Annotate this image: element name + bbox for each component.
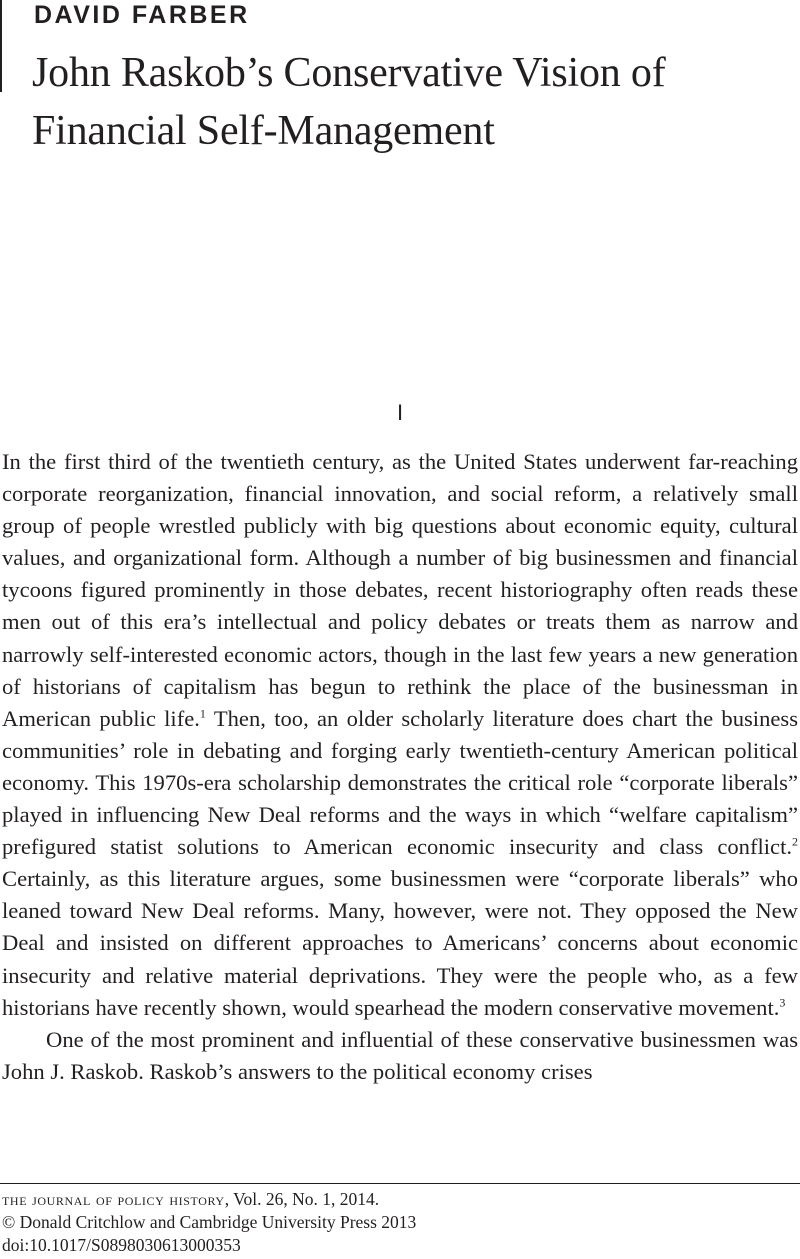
paragraph-1-text-part-2: Then, too, an older scholarly literature does chart the business communities’ role in debating and forging early twentieth-century American political economy. This 1970s-era scholarship demonstrates the critical role “corporate liberals” played in influencing New Deal reforms and the ways in which “welfare capitalism” prefigured statist solutions to American economic insecurity and class conflict. bbox=[2, 705, 798, 860]
body-paragraph-1 bbox=[2, 446, 798, 1024]
title-margin-rule bbox=[0, 0, 2, 92]
article-body bbox=[2, 446, 798, 1088]
journal-citation bbox=[2, 1188, 798, 1211]
footnote-ref-2[interactable]: 2 bbox=[792, 834, 798, 849]
article-title-line-2: Financial Self-Management bbox=[32, 108, 495, 154]
article-title bbox=[32, 44, 772, 160]
doi-link[interactable]: doi:10.1017/S0898030613000353 bbox=[2, 1235, 241, 1255]
paragraph-1-text-part-3: Certainly, as this literature argues, some businessmen were “corporate liberals” who leaned toward New Deal reforms. Many, however, were not. They opposed the New Deal and insisted on different approaches to Americans’ concerns about economic insecurity and relative material deprivations. They were the people who, as a few historians have recently shown, would spearhead the modern conservative movement. bbox=[2, 866, 798, 1020]
journal-name: the journal of policy history bbox=[2, 1189, 225, 1209]
copyright-notice: © Donald Critchlow and Cambridge University Press 2013 bbox=[2, 1212, 417, 1232]
footnote-ref-3[interactable]: 3 bbox=[779, 995, 786, 1010]
journal-volume: , Vol. 26, No. 1, 2014. bbox=[224, 1189, 380, 1209]
body-paragraph-2: One of the most prominent and influential of these conservative businessmen was John J. Raskob. Raskob’s answers to the political economy crises bbox=[2, 1026, 798, 1084]
author-name: DAVID FARBER bbox=[34, 1, 250, 29]
footnote-ref-1[interactable]: 1 bbox=[199, 706, 206, 721]
footer-divider bbox=[0, 1183, 800, 1184]
section-number: I bbox=[396, 400, 404, 425]
page-footer bbox=[2, 1188, 798, 1257]
article-title-line-1: John Raskob’s Conservative Vision of bbox=[32, 50, 666, 96]
paragraph-1-text-part-1: In the first third of the twentieth century, as the United States underwent far-reaching corporate reorganization, financial innovation, and social reform, a relatively small group of people wrestled publicly with big questions about economic equity, cultural values, and organizational form. Although a number of big businessmen and financial tycoons figured prominently in those debates, recent historiography often reads these men out of this era’s intellectual and policy debates or treats them as narrow and narrowly self-interested economic actors, though in the last few years a new generation of historians of capitalism has begun to rethink the place of the businessman in American public life. bbox=[2, 449, 798, 731]
